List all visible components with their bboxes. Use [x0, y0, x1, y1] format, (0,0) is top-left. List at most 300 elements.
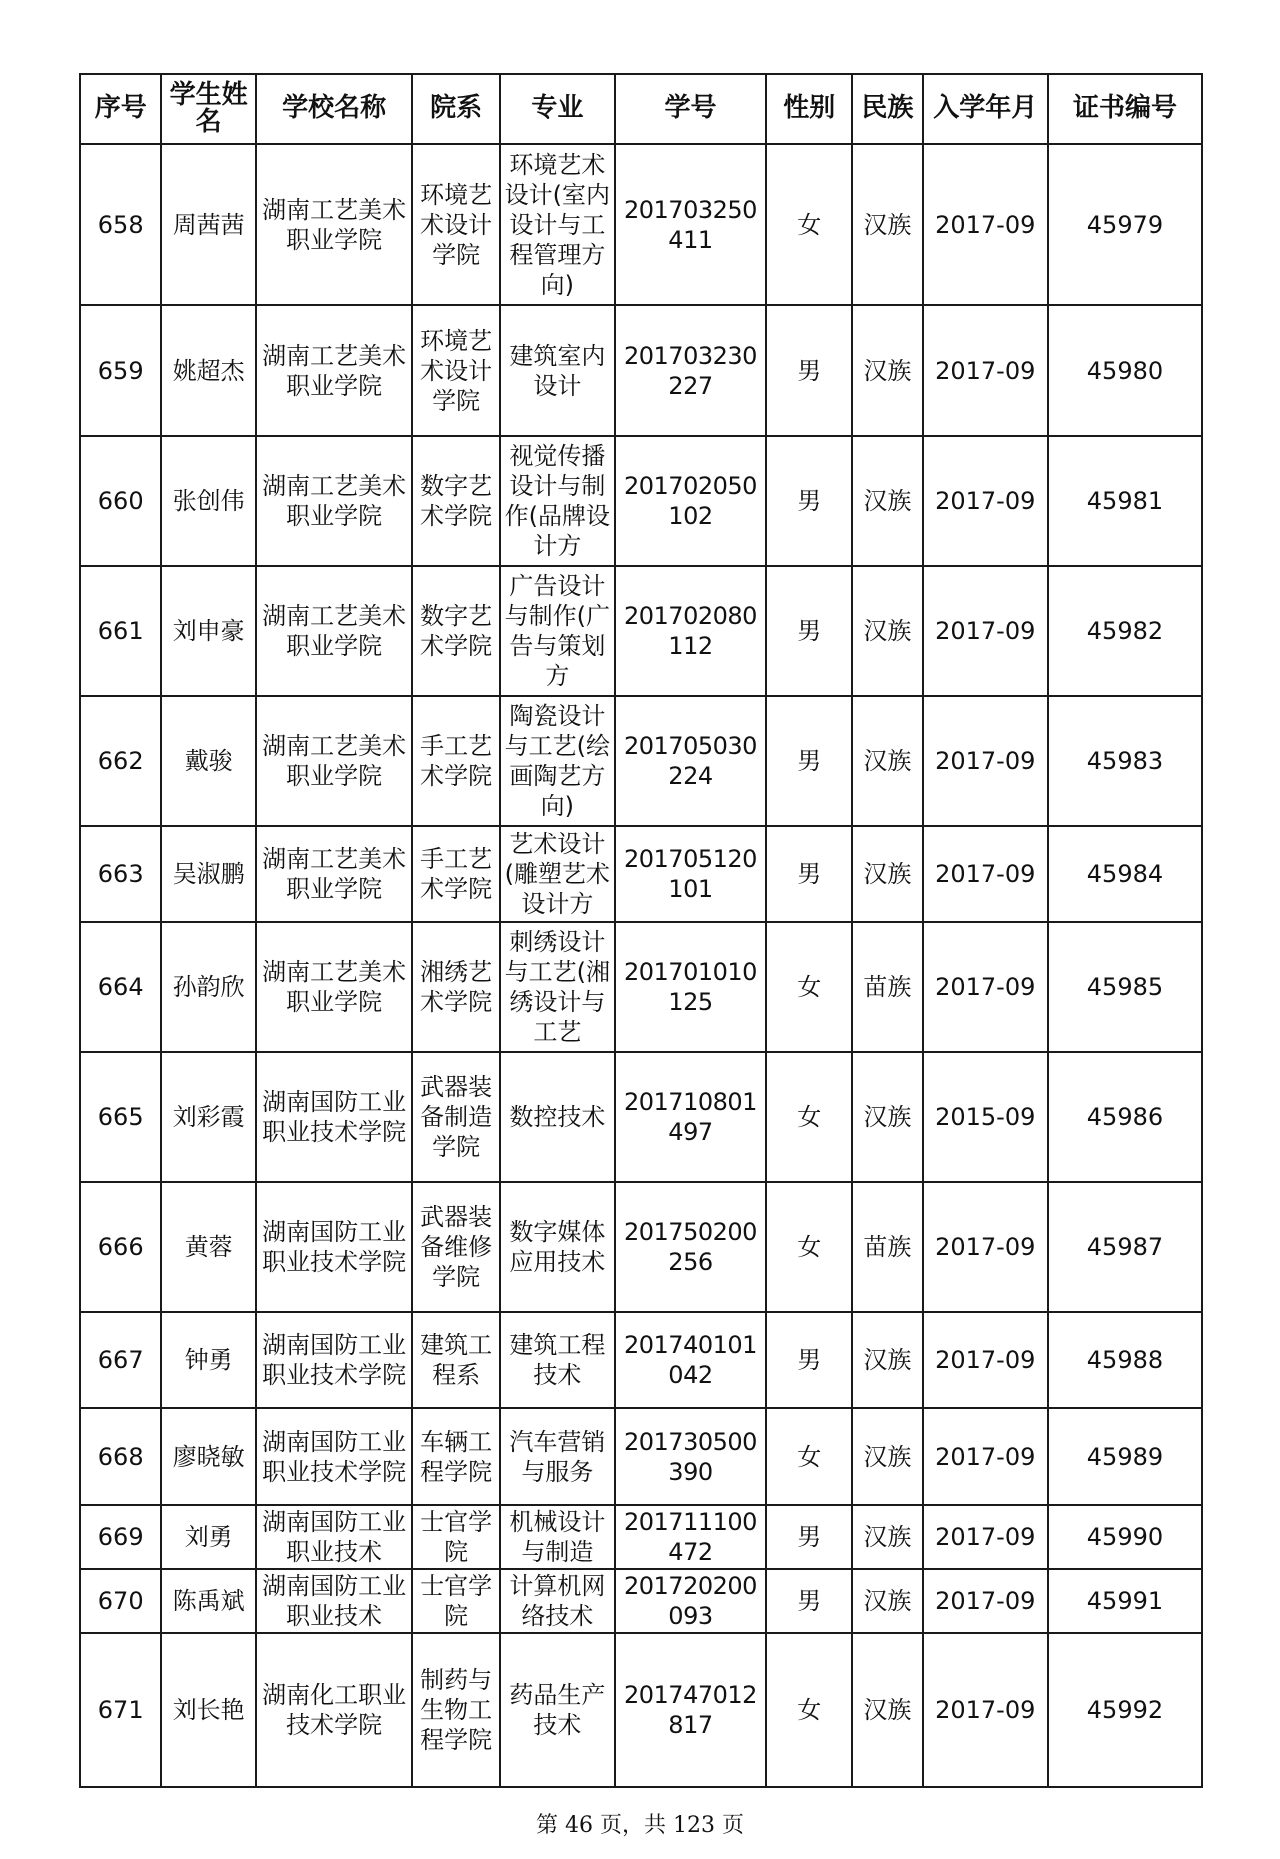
- cell-student-name: [161, 1052, 256, 1182]
- cell-student-name: [161, 305, 256, 436]
- cell-student-id: [615, 566, 767, 696]
- table-row: [80, 1633, 1202, 1787]
- cell-gender-text: 男: [797, 1523, 822, 1551]
- cell-serial-text: 663: [97, 860, 144, 888]
- cell-student-id: [615, 1408, 767, 1505]
- cell-department: [412, 144, 500, 305]
- cell-certificate-number: [1048, 1052, 1202, 1182]
- cell-school-name: [256, 1569, 412, 1633]
- cell-major-text: 计算机网络技术: [509, 1572, 606, 1630]
- cell-student-id-text: 201703230227: [623, 341, 757, 400]
- cell-department: [412, 1408, 500, 1505]
- cell-major-text: 刺绣设计与工艺(湘绣设计与工艺: [504, 928, 611, 1046]
- cell-enrollment-date: [923, 1182, 1048, 1312]
- cell-serial: [80, 566, 161, 696]
- cell-student-name: [161, 1408, 256, 1505]
- cell-department-text: 建筑工程系: [420, 1331, 493, 1389]
- cell-school-name: [256, 1312, 412, 1408]
- cell-department: [412, 1633, 500, 1787]
- cell-certificate-number-text: 45984: [1086, 860, 1164, 888]
- header-major: 专业: [500, 74, 614, 144]
- cell-major: [500, 1052, 614, 1182]
- cell-major: [500, 1182, 614, 1312]
- cell-gender: [766, 144, 852, 305]
- cell-ethnicity-text: 汉族: [863, 487, 912, 515]
- cell-enrollment-date-text: 2017-09: [935, 747, 1036, 775]
- header-department: 院系: [412, 74, 500, 144]
- cell-department: [412, 1505, 500, 1569]
- cell-enrollment-date-text: 2015-09: [935, 1103, 1036, 1131]
- cell-enrollment-date: [923, 436, 1048, 566]
- cell-enrollment-date: [923, 1312, 1048, 1408]
- cell-ethnicity-text: 汉族: [863, 860, 912, 888]
- cell-serial-text: 670: [97, 1587, 144, 1615]
- cell-student-id-text: 201720200093: [623, 1572, 757, 1630]
- cell-school-name-text: 湖南国防工业职业技术学院: [262, 1331, 407, 1389]
- cell-department: [412, 696, 500, 826]
- cell-department-text: 手工艺术学院: [420, 845, 493, 903]
- cell-serial: [80, 1408, 161, 1505]
- table-row: [80, 566, 1202, 696]
- cell-ethnicity: [852, 305, 922, 436]
- cell-gender: [766, 1182, 852, 1312]
- cell-certificate-number: [1048, 144, 1202, 305]
- cell-school-name-text: 湖南工艺美术职业学院: [262, 732, 407, 790]
- table-row: [80, 1312, 1202, 1408]
- cell-student-id: [615, 436, 767, 566]
- cell-department: [412, 566, 500, 696]
- cell-serial: [80, 696, 161, 826]
- cell-certificate-number-text: 45989: [1086, 1442, 1164, 1471]
- cell-ethnicity-text: 苗族: [863, 1233, 912, 1261]
- cell-certificate-number: [1048, 922, 1202, 1052]
- cell-major: [500, 436, 614, 566]
- cell-school-name: [256, 696, 412, 826]
- cell-school-name-text: 湖南化工职业技术学院: [262, 1681, 407, 1739]
- header-enrollment-date: 入学年月: [923, 74, 1048, 144]
- cell-school-name-text: 湖南国防工业职业技术学院: [262, 1088, 407, 1146]
- cell-ethnicity-text: 汉族: [863, 617, 912, 645]
- cell-enrollment-date: [923, 1633, 1048, 1787]
- cell-student-id-text: 201730500390: [623, 1427, 757, 1486]
- cell-student-name-text: 刘申豪: [172, 617, 245, 645]
- cell-student-name-text: 孙韵欣: [172, 973, 245, 1001]
- cell-school-name-text: 湖南工艺美术职业学院: [262, 845, 407, 903]
- cell-major: [500, 144, 614, 305]
- cell-serial-text: 665: [97, 1103, 144, 1131]
- cell-department: [412, 1569, 500, 1633]
- cell-gender-text: 女: [797, 1103, 822, 1131]
- cell-certificate-number-text: 45987: [1086, 1233, 1164, 1261]
- student-roster-table: [79, 73, 1203, 1788]
- cell-major: [500, 566, 614, 696]
- cell-ethnicity: [852, 826, 922, 922]
- cell-student-name-text: 周茜茜: [172, 210, 245, 239]
- cell-student-name-text: 刘长艳: [172, 1696, 245, 1724]
- cell-serial-text: 659: [97, 356, 144, 385]
- cell-serial-text: 667: [97, 1346, 144, 1374]
- cell-student-name: [161, 566, 256, 696]
- cell-certificate-number: [1048, 566, 1202, 696]
- table-row: [80, 1505, 1202, 1569]
- cell-gender-text: 男: [797, 747, 822, 775]
- cell-major: [500, 1312, 614, 1408]
- cell-enrollment-date: [923, 144, 1048, 305]
- cell-student-id: [615, 1569, 767, 1633]
- cell-certificate-number: [1048, 1408, 1202, 1505]
- cell-certificate-number-text: 45980: [1086, 356, 1164, 385]
- cell-major: [500, 696, 614, 826]
- cell-department: [412, 1052, 500, 1182]
- cell-serial-text: 658: [97, 210, 144, 239]
- cell-gender-text: 男: [797, 617, 822, 645]
- cell-enrollment-date-text: 2017-09: [935, 1696, 1036, 1724]
- cell-student-id-text: 201740101042: [623, 1331, 757, 1389]
- cell-certificate-number-text: 45988: [1086, 1346, 1164, 1374]
- cell-department-text: 士官学院: [420, 1508, 493, 1566]
- cell-certificate-number-text: 45992: [1086, 1696, 1164, 1724]
- cell-student-name-text: 吴淑鹏: [172, 860, 245, 888]
- cell-ethnicity-text: 苗族: [863, 973, 912, 1001]
- cell-certificate-number: [1048, 1569, 1202, 1633]
- header-ethnicity: 民族: [852, 74, 922, 144]
- cell-student-name-text: 刘彩霞: [172, 1103, 245, 1131]
- table-row: [80, 1052, 1202, 1182]
- cell-school-name: [256, 436, 412, 566]
- cell-certificate-number: [1048, 1312, 1202, 1408]
- cell-enrollment-date: [923, 1052, 1048, 1182]
- cell-department-text: 武器装备制造学院: [420, 1073, 493, 1161]
- cell-student-id-text: 201702080112: [623, 602, 757, 660]
- cell-gender-text: 女: [797, 1696, 822, 1724]
- cell-department-text: 湘绣艺术学院: [420, 958, 493, 1016]
- cell-gender: [766, 1569, 852, 1633]
- cell-serial: [80, 436, 161, 566]
- cell-ethnicity-text: 汉族: [863, 1587, 912, 1615]
- cell-certificate-number: [1048, 826, 1202, 922]
- cell-major-text: 药品生产技术: [509, 1681, 606, 1739]
- cell-major: [500, 305, 614, 436]
- cell-school-name: [256, 1182, 412, 1312]
- header-student-id: 学号: [615, 74, 767, 144]
- cell-school-name: [256, 566, 412, 696]
- cell-school-name: [256, 1408, 412, 1505]
- cell-serial-text: 662: [97, 747, 144, 775]
- header-school-name: 学校名称: [256, 74, 412, 144]
- cell-major: [500, 1505, 614, 1569]
- cell-major: [500, 1408, 614, 1505]
- cell-serial: [80, 1569, 161, 1633]
- cell-serial: [80, 826, 161, 922]
- cell-gender: [766, 436, 852, 566]
- cell-certificate-number: [1048, 1633, 1202, 1787]
- cell-certificate-number: [1048, 1505, 1202, 1569]
- cell-school-name-text: 湖南工艺美术职业学院: [262, 602, 407, 660]
- cell-certificate-number: [1048, 305, 1202, 436]
- cell-certificate-number-text: 45981: [1086, 487, 1164, 515]
- header-gender: 性别: [766, 74, 852, 144]
- cell-student-id-text: 201711100472: [623, 1508, 757, 1566]
- table-row: [80, 1182, 1202, 1312]
- cell-student-name-text: 姚超杰: [172, 356, 245, 385]
- cell-major-text: 视觉传播设计与制作(品牌设计方: [504, 442, 611, 560]
- cell-certificate-number-text: 45991: [1086, 1587, 1164, 1615]
- cell-student-id: [615, 1182, 767, 1312]
- cell-school-name: [256, 826, 412, 922]
- cell-ethnicity: [852, 436, 922, 566]
- cell-department-text: 士官学院: [420, 1572, 493, 1630]
- table-row: [80, 436, 1202, 566]
- cell-student-name-text: 张创伟: [172, 487, 245, 515]
- cell-enrollment-date-text: 2017-09: [935, 487, 1036, 515]
- cell-serial-text: 664: [97, 973, 144, 1001]
- cell-gender-text: 男: [797, 356, 822, 385]
- cell-gender-text: 女: [797, 1233, 822, 1261]
- header-certificate-number: 证书编号: [1048, 74, 1202, 144]
- cell-student-id-text: 201710801497: [623, 1088, 757, 1146]
- cell-ethnicity-text: 汉族: [863, 1442, 912, 1471]
- cell-enrollment-date-text: 2017-09: [935, 1442, 1036, 1471]
- cell-certificate-number-text: 45983: [1086, 747, 1164, 775]
- table-row: [80, 696, 1202, 826]
- cell-serial: [80, 1182, 161, 1312]
- cell-major-text: 数字媒体应用技术: [509, 1218, 606, 1276]
- cell-serial: [80, 1505, 161, 1569]
- cell-student-id: [615, 1633, 767, 1787]
- cell-gender-text: 男: [797, 1346, 822, 1374]
- cell-major: [500, 826, 614, 922]
- cell-major: [500, 1633, 614, 1787]
- cell-gender-text: 女: [797, 1442, 822, 1471]
- cell-student-name-text: 黄蓉: [184, 1233, 233, 1261]
- table-row: [80, 826, 1202, 922]
- cell-enrollment-date-text: 2017-09: [935, 1523, 1036, 1551]
- header-serial: 序号: [80, 74, 161, 144]
- cell-enrollment-date-text: 2017-09: [935, 617, 1036, 645]
- cell-department-text: 数字艺术学院: [420, 602, 493, 660]
- cell-student-id: [615, 1312, 767, 1408]
- cell-student-name: [161, 922, 256, 1052]
- cell-ethnicity: [852, 1182, 922, 1312]
- cell-school-name: [256, 1633, 412, 1787]
- cell-ethnicity: [852, 566, 922, 696]
- cell-enrollment-date-text: 2017-09: [935, 1233, 1036, 1261]
- cell-enrollment-date: [923, 1408, 1048, 1505]
- cell-school-name-text: 湖南工艺美术职业学院: [262, 195, 407, 254]
- cell-ethnicity: [852, 1312, 922, 1408]
- cell-department: [412, 1312, 500, 1408]
- cell-ethnicity-text: 汉族: [863, 1696, 912, 1724]
- cell-serial-text: 661: [97, 617, 144, 645]
- cell-gender: [766, 1408, 852, 1505]
- cell-student-id-text: 201701010125: [623, 958, 757, 1016]
- cell-enrollment-date: [923, 305, 1048, 436]
- cell-school-name-text: 湖南国防工业职业技术: [262, 1572, 407, 1630]
- cell-school-name-text: 湖南工艺美术职业学院: [262, 958, 407, 1016]
- cell-serial-text: 660: [97, 487, 144, 515]
- cell-student-name: [161, 436, 256, 566]
- cell-enrollment-date: [923, 922, 1048, 1052]
- cell-department: [412, 826, 500, 922]
- table-row: [80, 1408, 1202, 1505]
- cell-certificate-number-text: 45982: [1086, 617, 1164, 645]
- cell-certificate-number-text: 45990: [1086, 1523, 1164, 1551]
- header-student-name: 学生姓名: [161, 74, 256, 144]
- cell-school-name-text: 湖南工艺美术职业学院: [262, 472, 407, 530]
- cell-enrollment-date: [923, 696, 1048, 826]
- cell-enrollment-date-text: 2017-09: [935, 973, 1036, 1001]
- cell-department: [412, 922, 500, 1052]
- cell-student-id-text: 201702050102: [623, 472, 757, 530]
- cell-ethnicity: [852, 1569, 922, 1633]
- cell-student-id: [615, 1505, 767, 1569]
- cell-school-name-text: 湖南工艺美术职业学院: [262, 341, 407, 400]
- cell-gender: [766, 1052, 852, 1182]
- cell-ethnicity: [852, 1633, 922, 1787]
- cell-major-text: 建筑工程技术: [509, 1331, 606, 1389]
- table-row: [80, 1569, 1202, 1633]
- cell-student-id-text: 201747012817: [623, 1681, 757, 1739]
- cell-certificate-number-text: 45986: [1086, 1103, 1164, 1131]
- cell-major-text: 陶瓷设计与工艺(绘画陶艺方向): [504, 702, 611, 820]
- cell-ethnicity-text: 汉族: [863, 210, 912, 239]
- cell-major-text: 机械设计与制造: [509, 1508, 606, 1566]
- cell-school-name: [256, 305, 412, 436]
- cell-student-id-text: 201705120101: [623, 845, 757, 903]
- cell-serial-text: 668: [97, 1442, 144, 1471]
- cell-ethnicity-text: 汉族: [863, 1523, 912, 1551]
- cell-gender-text: 女: [797, 210, 822, 239]
- cell-gender: [766, 1505, 852, 1569]
- table-row: [80, 144, 1202, 305]
- cell-serial-text: 671: [97, 1696, 144, 1724]
- cell-student-id: [615, 144, 767, 305]
- cell-major: [500, 922, 614, 1052]
- cell-major-text: 广告设计与制作(广告与策划方: [504, 572, 611, 690]
- cell-gender: [766, 566, 852, 696]
- cell-enrollment-date: [923, 1505, 1048, 1569]
- cell-student-name: [161, 1569, 256, 1633]
- cell-certificate-number-text: 45979: [1086, 210, 1164, 239]
- cell-gender: [766, 305, 852, 436]
- cell-student-name: [161, 1182, 256, 1312]
- cell-serial: [80, 144, 161, 305]
- cell-student-id: [615, 305, 767, 436]
- cell-enrollment-date-text: 2017-09: [935, 210, 1036, 239]
- cell-major-text: 汽车营销与服务: [509, 1427, 606, 1486]
- cell-serial: [80, 1312, 161, 1408]
- cell-student-name: [161, 144, 256, 305]
- cell-student-name: [161, 1633, 256, 1787]
- cell-department-text: 车辆工程学院: [420, 1427, 493, 1486]
- cell-student-id-text: 201705030224: [623, 732, 757, 790]
- cell-student-id: [615, 826, 767, 922]
- cell-enrollment-date: [923, 826, 1048, 922]
- cell-gender: [766, 826, 852, 922]
- cell-major-text: 环境艺术设计(室内设计与工程管理方向): [504, 150, 611, 299]
- cell-gender-text: 男: [797, 1587, 822, 1615]
- cell-major-text: 艺术设计(雕塑艺术设计方: [504, 830, 611, 918]
- table-row: [80, 922, 1202, 1052]
- cell-ethnicity: [852, 922, 922, 1052]
- cell-gender: [766, 1633, 852, 1787]
- cell-certificate-number: [1048, 696, 1202, 826]
- cell-gender: [766, 1312, 852, 1408]
- cell-certificate-number: [1048, 436, 1202, 566]
- cell-gender: [766, 922, 852, 1052]
- cell-school-name-text: 湖南国防工业职业技术学院: [262, 1427, 407, 1486]
- cell-gender-text: 男: [797, 860, 822, 888]
- page-footer: 第 46 页，共 123 页: [536, 1813, 744, 1838]
- cell-student-name: [161, 1312, 256, 1408]
- cell-student-name: [161, 696, 256, 826]
- cell-student-name-text: 戴骏: [184, 747, 233, 775]
- cell-major-text: 数控技术: [509, 1103, 606, 1131]
- cell-ethnicity-text: 汉族: [863, 1346, 912, 1374]
- cell-major-text: 建筑室内设计: [509, 341, 606, 400]
- cell-department: [412, 305, 500, 436]
- cell-student-name-text: 廖晓敏: [172, 1442, 245, 1471]
- cell-school-name: [256, 922, 412, 1052]
- cell-ethnicity: [852, 1052, 922, 1182]
- cell-enrollment-date-text: 2017-09: [935, 1346, 1036, 1374]
- cell-ethnicity-text: 汉族: [863, 356, 912, 385]
- cell-department: [412, 1182, 500, 1312]
- cell-gender-text: 女: [797, 973, 822, 1001]
- cell-gender-text: 男: [797, 487, 822, 515]
- cell-major: [500, 1569, 614, 1633]
- cell-department-text: 环境艺术设计学院: [420, 326, 493, 415]
- cell-serial: [80, 305, 161, 436]
- cell-student-id: [615, 1052, 767, 1182]
- cell-certificate-number: [1048, 1182, 1202, 1312]
- table-row: [80, 305, 1202, 436]
- cell-enrollment-date-text: 2017-09: [935, 1587, 1036, 1615]
- cell-school-name-text: 湖南国防工业职业技术: [262, 1508, 407, 1566]
- cell-student-name-text: 钟勇: [184, 1346, 233, 1374]
- cell-student-id-text: 201703250411: [623, 195, 757, 254]
- cell-student-id: [615, 922, 767, 1052]
- cell-student-id: [615, 696, 767, 826]
- cell-department: [412, 436, 500, 566]
- cell-school-name-text: 湖南国防工业职业技术学院: [262, 1218, 407, 1276]
- cell-student-name-text: 刘勇: [184, 1523, 233, 1551]
- cell-school-name: [256, 144, 412, 305]
- cell-certificate-number-text: 45985: [1086, 973, 1164, 1001]
- table-header-row: [80, 74, 1202, 144]
- cell-student-name: [161, 826, 256, 922]
- cell-department-text: 武器装备维修学院: [420, 1203, 493, 1291]
- cell-ethnicity: [852, 1505, 922, 1569]
- cell-enrollment-date: [923, 1569, 1048, 1633]
- cell-department-text: 环境艺术设计学院: [420, 180, 493, 269]
- cell-department-text: 手工艺术学院: [420, 732, 493, 790]
- cell-ethnicity-text: 汉族: [863, 747, 912, 775]
- cell-department-text: 制药与生物工程学院: [420, 1666, 493, 1754]
- cell-enrollment-date-text: 2017-09: [935, 356, 1036, 385]
- cell-department-text: 数字艺术学院: [420, 472, 493, 530]
- cell-ethnicity: [852, 696, 922, 826]
- cell-serial: [80, 922, 161, 1052]
- cell-school-name: [256, 1505, 412, 1569]
- cell-gender: [766, 696, 852, 826]
- cell-serial: [80, 1633, 161, 1787]
- cell-student-name-text: 陈禹斌: [172, 1587, 245, 1615]
- cell-student-name: [161, 1505, 256, 1569]
- cell-ethnicity: [852, 144, 922, 305]
- cell-serial: [80, 1052, 161, 1182]
- cell-ethnicity: [852, 1408, 922, 1505]
